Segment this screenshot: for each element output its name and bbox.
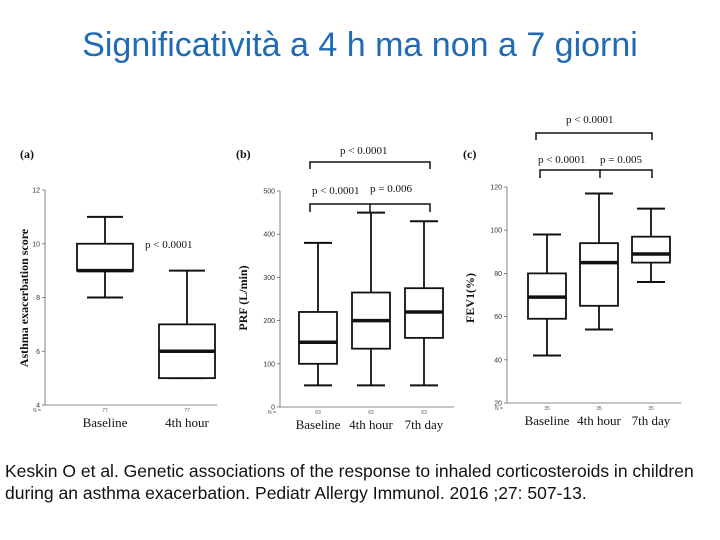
slide-title: Significatività a 4 h ma non a 7 giorni bbox=[82, 26, 638, 64]
ylabel-c: FEV1(%) bbox=[463, 273, 477, 323]
annotation-c-right: p = 0.005 bbox=[600, 154, 642, 166]
bracket-b-outer bbox=[310, 162, 430, 169]
panel-b-category-label: Baseline bbox=[295, 417, 341, 432]
panel-b-box bbox=[299, 312, 337, 364]
panel-b-y-tick-label: 400 bbox=[263, 231, 275, 239]
panel-label-a: (a) bbox=[20, 147, 34, 161]
panel-b-y-tick-label: 100 bbox=[263, 361, 275, 369]
annotation-b-left: p < 0.0001 bbox=[312, 185, 360, 197]
panel-c-y-tick-label: 120 bbox=[490, 184, 502, 192]
annotation-c-left: p < 0.0001 bbox=[538, 154, 586, 166]
panel-b-n-label: N = bbox=[268, 410, 276, 416]
panel-c-box bbox=[632, 237, 670, 263]
citation-caption: Keskin O et al. Genetic associations of the response to inhaled corticosteroids in children during an asthma exacerbation. Pediatr Allergy Immunol. 2016 ;27: 507-13. bbox=[5, 461, 694, 503]
panel-a-n-value: 77 bbox=[102, 408, 108, 414]
panel-a-category-label: Baseline bbox=[82, 415, 128, 430]
panel-a-y-tick-label: 8 bbox=[36, 295, 40, 302]
ylabel-a: Asthma exacerbation score bbox=[17, 228, 31, 368]
panel-b-category-label: 4th hour bbox=[349, 417, 393, 432]
panel-c-category-label: Baseline bbox=[524, 413, 570, 428]
panel-b-n-value: 63 bbox=[421, 410, 427, 416]
annotation-c-outer: p < 0.0001 bbox=[566, 114, 614, 126]
annotation-b-outer: p < 0.0001 bbox=[340, 145, 388, 157]
panel-a-category-label: 4th hour bbox=[165, 415, 209, 430]
panel-label-c: (c) bbox=[463, 147, 477, 161]
box-plots bbox=[32, 185, 681, 433]
bracket-c-outer bbox=[536, 133, 652, 140]
panel-b-y-tick-label: 200 bbox=[263, 318, 275, 326]
panel-a-y-tick-label: 6 bbox=[36, 348, 40, 356]
panel-a-y-tick-label: 12 bbox=[32, 187, 40, 195]
panel-a-y-tick-label: 10 bbox=[32, 241, 40, 249]
panel-a-y-tick-label: 4 bbox=[36, 402, 40, 410]
panel-c-y-tick-label: 80 bbox=[494, 270, 502, 278]
panel-c-n-label: N = bbox=[495, 406, 503, 412]
bracket-b-inner bbox=[310, 204, 430, 212]
bracket-c-inner bbox=[540, 170, 652, 178]
panel-c-category-label: 4th hour bbox=[577, 413, 621, 428]
panel-c-n-value: 35 bbox=[648, 406, 654, 412]
panel-c-y-tick-label: 20 bbox=[494, 400, 502, 408]
annotation-a-p: p < 0.0001 bbox=[145, 239, 193, 251]
panel-c-n-value: 35 bbox=[596, 406, 602, 412]
panel-c-box bbox=[580, 243, 618, 306]
panel-c-n-value: 35 bbox=[544, 406, 550, 412]
panel-a-n-label: N = bbox=[33, 408, 41, 414]
panel-c-y-tick-label: 40 bbox=[494, 357, 502, 365]
panel-b-y-tick-label: 300 bbox=[263, 274, 275, 282]
panel-c-category-label: 7th day bbox=[631, 413, 671, 428]
annotation-b-right: p = 0.006 bbox=[370, 183, 412, 195]
panel-a-box bbox=[77, 244, 133, 271]
panel-c-y-tick-label: 60 bbox=[494, 314, 502, 322]
panel-b-y-tick-label: 500 bbox=[263, 188, 275, 196]
panel-b-y-tick-label: 0 bbox=[271, 404, 275, 412]
panel-label-b: (b) bbox=[236, 147, 251, 161]
panel-a-n-value: 77 bbox=[184, 408, 190, 414]
panel-b-n-value: 63 bbox=[315, 410, 321, 416]
panel-c-y-tick-label: 100 bbox=[490, 227, 502, 235]
panel-b-category-label: 7th day bbox=[404, 417, 444, 432]
panel-b-n-value: 63 bbox=[368, 410, 374, 416]
ylabel-b: PRF (L/min) bbox=[236, 265, 250, 331]
